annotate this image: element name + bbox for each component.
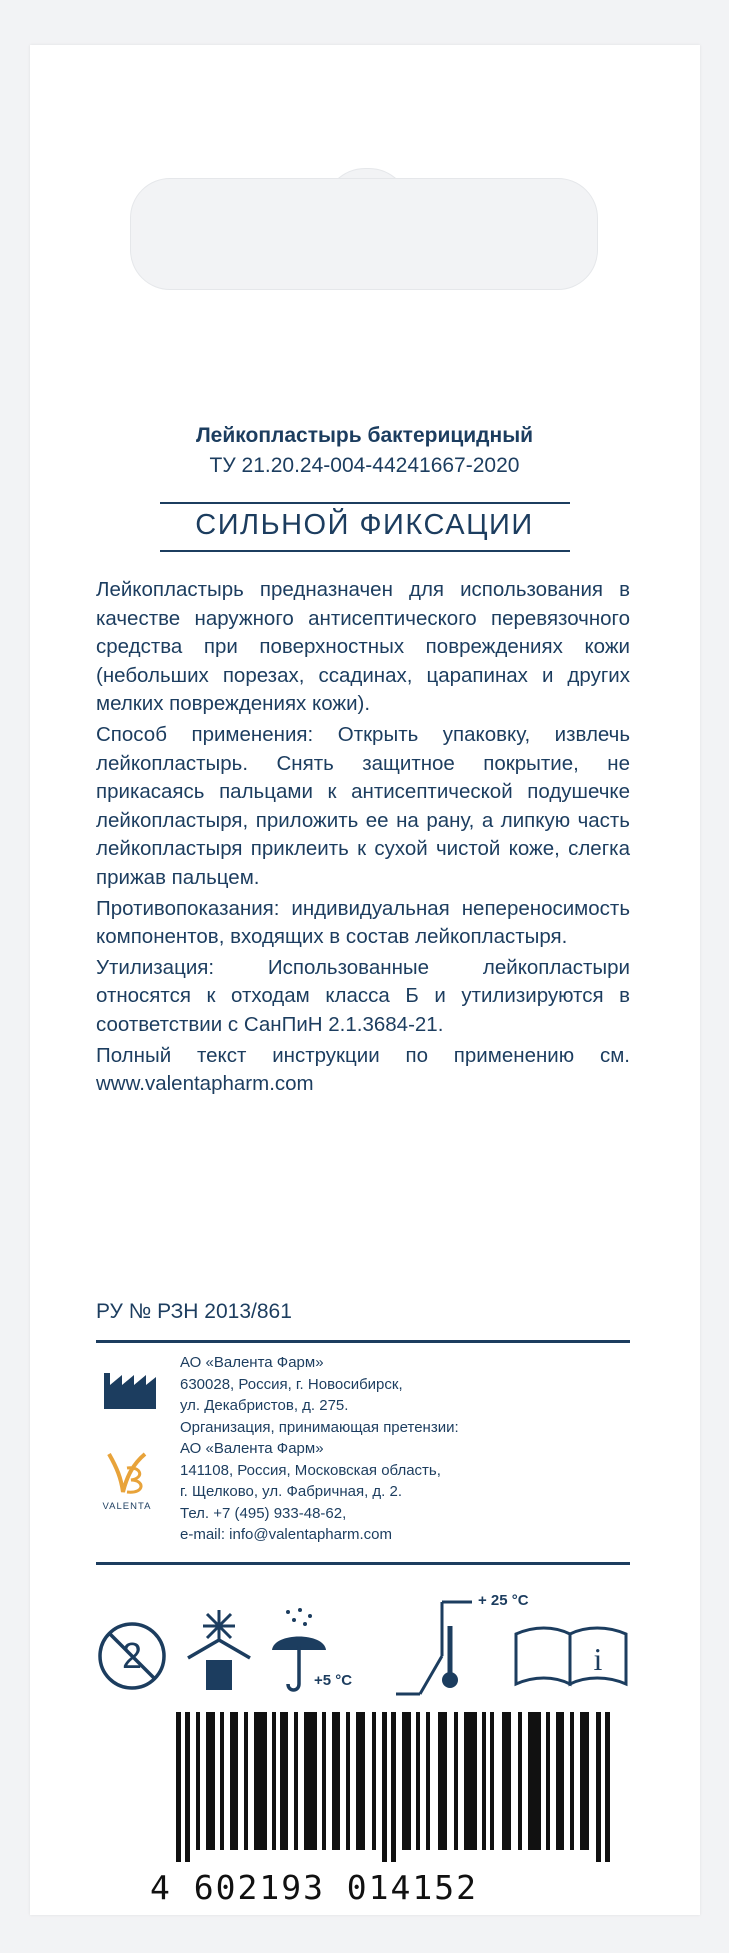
product-title: Лейкопластырь бактерицидный: [195, 424, 534, 447]
purpose-text: Лейкопластырь предназначен для использования в качестве наружного антисептического перевязочного средства при поверхностных повреждениях кожи (небольших порезах, ссадинах, царапинах и других мелких повреждениях кожи).: [96, 578, 630, 716]
manufacturer-line: Организация, принимающая претензии:: [180, 1418, 459, 1436]
usage-text: Способ применения: Открыть упаковку, извлечь лейкопластырь. Снять защитное покрытие, не прикасаясь пальцами к антисептической подушечке лейкопластыря, приложить ее на рану, а липкую часть лейкопластыря приклеить к сухой чистой коже, слегка прижав пальцем.: [96, 722, 630, 889]
svg-text:i: i: [593, 1641, 603, 1677]
manufacturer-line: Тел. +7 (495) 933-48-62,: [180, 1504, 347, 1522]
valenta-logo-icon: [101, 1448, 153, 1496]
divider-bottom: [160, 550, 570, 552]
manufacturer-line: 141108, Россия, Московская область,: [180, 1461, 441, 1479]
manufacturer-line: г. Щелково, ул. Фабричная, д. 2.: [180, 1483, 402, 1500]
factory-icon: [100, 1365, 160, 1409]
svg-text:2: 2: [121, 1635, 143, 1676]
do-not-reuse-icon: [96, 1620, 168, 1692]
manufacturer-line: АО «Валента Фарм»: [180, 1440, 324, 1457]
temp-max-label: + 25 °C: [478, 1592, 529, 1609]
disposal-text: Утилизация: Использованные лейкопластыри относятся к отходам класса Б и утилизируются в соответствии с СанПиН 2.1.3684-21.: [96, 955, 630, 1036]
manufacturer-line: 630028, Россия, г. Новосибирск,: [180, 1375, 403, 1393]
section-divider-2: [96, 1562, 630, 1565]
consult-instructions-icon: [512, 1624, 630, 1688]
barcode-digits: 4 602193 014152: [150, 1868, 479, 1907]
full-text-link: Полный текст инструкции по применению см. www.valentapharm.com: [96, 1043, 630, 1096]
storage-symbols: [96, 1590, 636, 1700]
manufacturer-info: [180, 1352, 459, 1546]
barcode-bars: [176, 1712, 636, 1862]
product-tu: ТУ 21.20.24-004-44241667-2020: [209, 454, 520, 477]
keep-away-from-sunlight-icon: [184, 1608, 254, 1694]
hang-hole: [130, 178, 598, 290]
manufacturer-line: АО «Валента Фарм»: [180, 1354, 324, 1371]
instructions-text: [96, 576, 630, 1101]
valenta-logo-text: VALENTA: [102, 1501, 152, 1512]
temp-min-label: +5 °C: [314, 1672, 353, 1689]
registration-number: РУ № РЗН 2013/861: [96, 1300, 292, 1323]
manufacturer-line: ул. Декабристов, д. 275.: [180, 1397, 349, 1414]
section-divider-1: [96, 1340, 630, 1343]
contraindications-text: Противопоказания: индивидуальная непереносимость компонентов, входящих в состав лейкопластыря.: [96, 896, 630, 949]
product-variant: СИЛЬНОЙ ФИКСАЦИИ: [195, 509, 534, 541]
temperature-limit-icon: [392, 1596, 476, 1700]
valenta-logo: [92, 1448, 162, 1512]
manufacturer-line: e-mail: info@valentapharm.com: [180, 1526, 392, 1543]
divider-top: [160, 502, 570, 504]
